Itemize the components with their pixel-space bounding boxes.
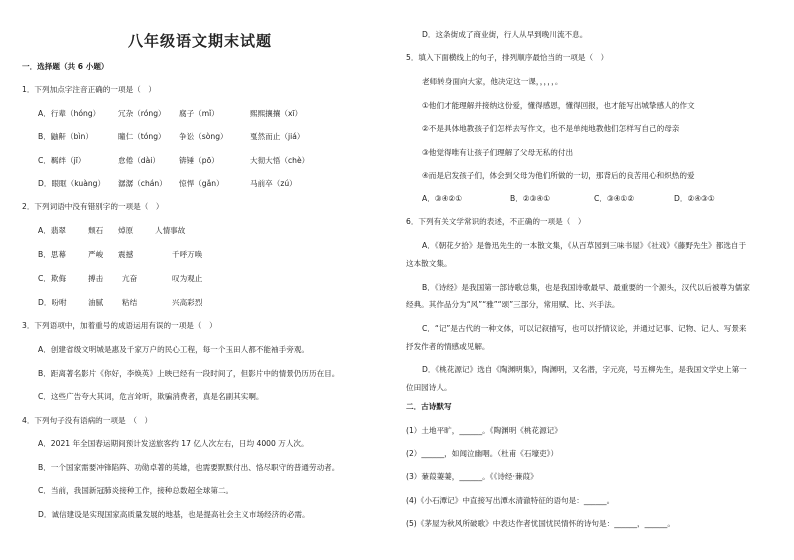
q1-option: 争讼（sòng） <box>179 132 228 141</box>
q6-option-c-cont: 抒发作者的情感或见解。 <box>406 342 490 351</box>
question-1-stem: 1．下列加点字注音正确的一项是（ ） <box>22 85 156 94</box>
q5-option: C．③④①② <box>594 194 635 203</box>
q4-option-a: A．2021 年全国春运期间预计发送旅客约 17 亿人次左右，日均 4000 万人次。 <box>38 439 309 448</box>
q2-option: C．欺侮 <box>38 274 67 283</box>
q2-option: 震撼 <box>118 250 134 259</box>
q2-option: B．思幕 <box>38 250 66 259</box>
q2-option: 千呼万唤 <box>172 250 203 259</box>
q1-option: C．羁绊（jī） <box>38 156 86 165</box>
q1-option: 瞳仁（tóng） <box>118 132 166 141</box>
poem-item: (4)《小石潭记》中直接写出潭水清澈特征的语句是：______。 <box>406 496 615 505</box>
q1-option: 潺潺（chán） <box>118 179 167 188</box>
q5-option: A．③④②① <box>422 194 463 203</box>
q6-option-b: B．《诗经》是我国第一部诗歌总集，也是我国诗歌最早、最重要的一个源头，汉代以后被尊为儒家 <box>422 283 750 292</box>
q2-option: 颓石 <box>88 226 104 235</box>
q4-option-d-continued: D．这条街成了商业街，行人从早到晚川流不息。 <box>422 30 588 39</box>
q1-option: 怠倦（dài） <box>118 156 160 165</box>
page-title: 八年级语文期末试题 <box>127 32 272 50</box>
q6-option-c: C．“记”是古代的一种文体，可以记叙描写，也可以抒情议论，并通过记事、记物、记人、写景来 <box>422 324 747 333</box>
q1-option: 熙熙攘攘（xī） <box>250 109 303 118</box>
q3-option-c: C．这些广告夸大其词，危言耸听，欺骗消费者，真是名副其实啊。 <box>38 392 264 401</box>
q4-option-b: B．一个国家需要冲锋陷阵、功勋卓著的英雄，也需要默默付出、恪尽职守的普通劳动者。 <box>38 463 340 472</box>
q2-option: 叹为观止 <box>172 274 203 283</box>
question-6-stem: 6．下列有关文学常识的表述，不正确的一项是（ ） <box>406 217 586 226</box>
q1-option: A．行辈（hóng） <box>38 109 101 118</box>
q2-option: 焯原 <box>118 226 134 235</box>
section-heading-choice: 一．选择题（共 6 小题） <box>22 62 109 71</box>
poem-item: (3）蒹葭萋萋，______。《《诗经·蒹葭》 <box>406 472 538 481</box>
q6-option-d: D．《桃花源记》选自《陶渊明集》，陶渊明，又名潜，字元亮，号五柳先生，是我国文学史上第一 <box>422 365 747 374</box>
q1-option: 大彻大悟（chè） <box>250 156 310 165</box>
poem-item: (1）土地平旷，______。《陶渊明《桃花源记》 <box>406 426 562 435</box>
question-2-stem: 2．下列词语中没有错别字的一项是（ ） <box>22 202 164 211</box>
q5-item: ②不是具体地教孩子们怎样去写作文，也不是单纯地教他们怎样写自己的母亲 <box>422 124 680 133</box>
q2-option: 粘结 <box>122 298 138 307</box>
q2-option: 严峻 <box>88 250 104 259</box>
q1-option: 腐子（mǐ） <box>179 109 219 118</box>
q6-option-d-cont: 位田园诗人。 <box>406 383 452 392</box>
q5-option: B．②③④① <box>510 194 551 203</box>
q3-option-b: B．距离著名影片《你好，李焕英》上映已经有一段时间了，但影片中的情景仍历历在目。 <box>38 369 340 378</box>
q2-option: 搏击 <box>88 274 104 283</box>
q1-option: 惊悍（gǎn） <box>179 179 224 188</box>
q1-option: 马前卒（zú） <box>250 179 297 188</box>
q2-option: A．翡翠 <box>38 226 66 235</box>
q5-item: ③他觉得唯有让孩子们理解了父母无私的付出 <box>422 148 574 157</box>
q5-lead-sentence: 老师转身面向大家，他决定这一课，，，，，。 <box>422 77 563 86</box>
q1-option: 冗杂（róng） <box>118 109 166 118</box>
poem-item: (5)《茅屋为秋风所破歌》中表达作者忧国忧民情怀的诗句是：______，______。 <box>406 519 675 528</box>
q6-option-b-cont: 经典。其作品分为“风”“雅”“颂”三部分，常用赋、比、兴手法。 <box>406 300 620 309</box>
question-5-stem: 5．填入下面横线上的句子，排列顺序最恰当的一项是（ ） <box>406 53 609 62</box>
q1-option: D．眼眶（kuàng） <box>38 179 106 188</box>
q1-option: 锛锤（pō） <box>179 156 219 165</box>
q2-option: 兴高彩烈 <box>172 298 203 307</box>
q2-option: 油腻 <box>88 298 104 307</box>
section-heading-poetry: 二．古诗默写 <box>406 402 452 411</box>
q1-option: B．鼬鼾（bìn） <box>38 132 93 141</box>
q2-option: 人情事故 <box>155 226 186 235</box>
q5-option: D．②④③① <box>674 194 715 203</box>
q2-option: D．吩咐 <box>38 298 67 307</box>
q6-option-a-cont: 这本散文集。 <box>406 259 452 268</box>
q3-option-a: A．创建省级文明城是惠及千家万户的民心工程，每一个玉田人都不能袖手旁观。 <box>38 345 309 354</box>
q5-item: ④而是启发孩子们，体会到父母为他们所做的一切，那背后的良苦用心和炽热的爱 <box>422 171 695 180</box>
poem-item: (2）______，如闻泣幽咽。（杜甫《石壕吏》） <box>406 449 559 458</box>
q2-option: 亢奋 <box>122 274 138 283</box>
q4-option-c: C．当前，我国新冠肺炎接种工作，接种总数超全球第二。 <box>38 486 234 495</box>
q4-option-d: D．诚信建设是实现国家高质量发展的地基，也是提高社会主义市场经济的必需。 <box>38 510 310 519</box>
q6-option-a: A．《朝花夕拾》是鲁迅先生的一本散文集，《从百草园到三味书屋》《社戏》《藤野先生》都选自于 <box>422 241 747 250</box>
q5-item: ①他们才能理解并接纳这份爱，懂得感恩，懂得回报，也才能写出城挚感人的作文 <box>422 101 695 110</box>
question-3-stem: 3．下列语项中，加着重号的成语运用有误的一项是（ ） <box>22 321 217 330</box>
q1-option: 戛然而止（jiá） <box>250 132 305 141</box>
question-4-stem: 4．下列句子没有语病的一项是 （ ） <box>22 416 153 425</box>
